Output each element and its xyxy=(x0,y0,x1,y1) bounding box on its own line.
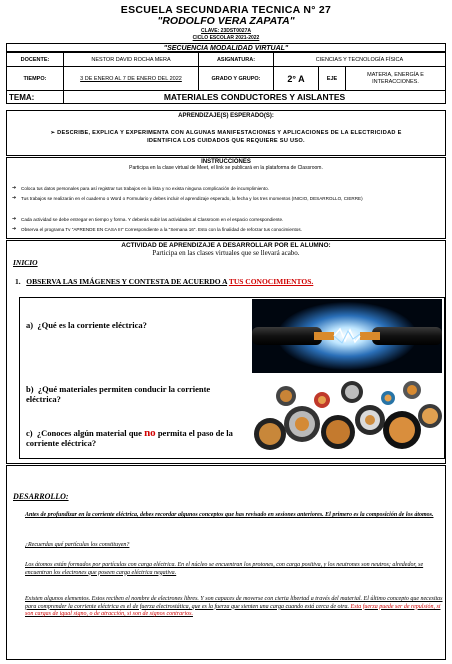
modality-title: "SECUENCIA MODALIDAD VIRTUAL" xyxy=(6,43,446,52)
time-value: 3 DE ENERO AL 7 DE ENERO DEL 2022 xyxy=(64,67,199,91)
question-c: c) ¿Conoces algún material que no permita el paso de la corriente eléctrica? xyxy=(26,427,233,448)
question-main: 1. OBSERVA LAS IMÁGENES Y CONTESTA DE ACUERDO A TUS CONOCIMIENTOS. xyxy=(15,277,314,286)
school-dedication: "RODOLFO VERA ZAPATA" xyxy=(157,15,295,27)
topic-label: TEMA: xyxy=(7,91,64,104)
development-paragraph-4: Existen algunos elementos. Estos reciben el nombre de electrones libres. Y son capaces de moverse con cierta libertad a través del material. El último concepto que necesitas para comprender la corriente eléctrica es el de fuerza electrostática, que es la fuerza que sienten una carga cuando está cerca de otra. Esta fuerza puede ser de repulsión, si son cargas de igual signo, o de atracción, si son de signos contrarios. xyxy=(25,596,443,618)
subject-value: CIENCIAS Y TECNOLOGÍA FÍSICA xyxy=(274,53,446,67)
instructions-section xyxy=(6,157,446,239)
grade-value: 2° A xyxy=(274,67,319,91)
axis-value: MATERIA, ENERGÍA E INTERACCIONES. xyxy=(346,67,446,91)
start-heading: INICIO xyxy=(13,258,38,267)
cables-image xyxy=(252,376,442,458)
development-paragraph-1: Antes de profundizar en la corriente eléctrica, debes recordar algunos conceptos que has revisado en sesiones anteriores. El primero es la composición de los átomos. xyxy=(25,512,434,518)
activity-section xyxy=(6,240,446,464)
activity-subtitle: Participa en las clases virtuales que se llevará acabo. xyxy=(152,249,300,257)
instructions-title: INSTRUCCIONES xyxy=(201,159,251,165)
instruction-item: ➔ Tus trabajos se realizarán en el cuaderno o Word o Formulario y debes incluir el aprendizaje esperado, la fecha y los tres momentos (INICIO, DESARROLLO, CIERRE) xyxy=(12,195,363,201)
instruction-item: ➔ Cada actividad se debe entregar en tiempo y forma. Y deberás subir las actividades al Classroom en el espacio correspondiente. xyxy=(12,216,284,222)
school-key: CLAVE: 23DST0027A xyxy=(201,28,251,34)
axis-label: EJE xyxy=(319,67,346,91)
teacher-label: DOCENTE: xyxy=(7,53,64,67)
school-year: CICLO ESCOLAR 2021-2022 xyxy=(192,35,260,41)
teacher-value: NESTOR DAVID ROCHA MERA xyxy=(64,53,199,67)
arrow-icon: ➔ xyxy=(12,195,17,201)
arrow-icon: ➔ xyxy=(12,216,17,222)
instruction-item: ➔ Observa el programa Tv "APRENDE EN CASA III" Correspondiente a la "Semana 16". Esto con la finalidad de reforzar tus conocimientos. xyxy=(12,226,302,232)
subject-label: ASIGNATURA: xyxy=(199,53,274,67)
learning-section xyxy=(6,110,446,156)
learning-text: ➢ DESCRIBE, EXPLICA Y EXPERIMENTA CON ALGUNAS MANIFESTACIONES Y APLICACIONES DE LA ELECTRICIDAD E IDENTIFICA LOS CUIDADOS QUE REQUIERE SU USO. xyxy=(50,130,402,144)
activity-title: ACTIVIDAD DE APRENDIZAJE A DESARROLLAR POR EL ALUMNO: xyxy=(121,242,331,249)
development-heading: DESARROLLO: xyxy=(13,492,69,501)
learning-title: APRENDIZAJE(S) ESPERADO(S): xyxy=(178,113,274,119)
development-section xyxy=(6,465,446,660)
info-table xyxy=(6,52,446,104)
topic-value: MATERIALES CONDUCTORES Y AISLANTES xyxy=(64,91,446,104)
instruction-item: ➔ Coloca tus datos personales para así registrar tus trabajos en la lista y no exista ninguna complicación de incumplimiento. xyxy=(12,185,269,191)
instructions-intro: Participa en la clase virtual de Meet, el link se publicará en la plataforma de Classroom. xyxy=(129,165,323,171)
grade-label: GRADO Y GRUPO: xyxy=(199,67,274,91)
electric-spark-image xyxy=(252,299,442,373)
arrow-icon: ➔ xyxy=(12,185,17,191)
question-frame xyxy=(19,297,445,459)
school-name: ESCUELA SECUNDARIA TECNICA N° 27 xyxy=(120,4,332,16)
question-b: b) ¿Qué materiales permiten conducir la corriente eléctrica? xyxy=(26,384,211,404)
time-label: TIEMPO: xyxy=(7,67,64,91)
question-a: a) ¿Qué es la corriente eléctrica? xyxy=(26,320,147,330)
arrow-icon: ➔ xyxy=(12,226,17,232)
arrow-icon: ➢ xyxy=(50,130,58,136)
development-paragraph-3: Los átomos están formados por partículas con carga eléctrica. En el núcleo se encuentran los protones, con carga positiva, y los neutrones son neutros; alrededor, se encuentran los electrones que poseen carga eléctrica negativa. xyxy=(25,562,424,576)
development-paragraph-2: ¿Recuerdas qué partículas los constituyen? xyxy=(25,542,130,548)
